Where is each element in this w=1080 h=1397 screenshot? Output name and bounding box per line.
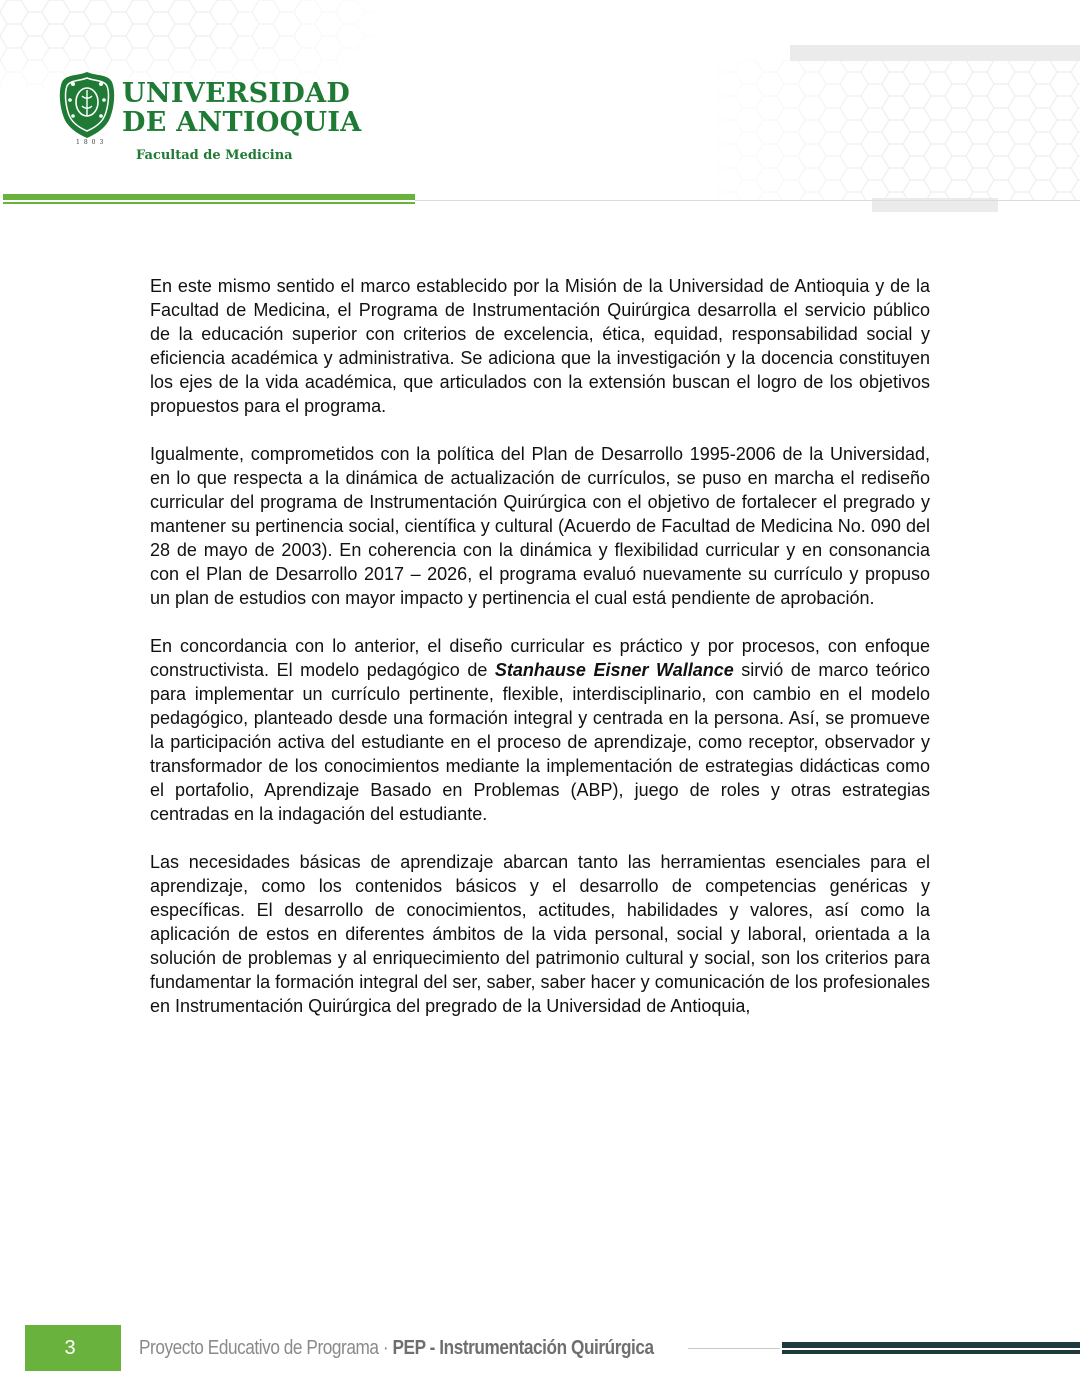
page-number-box (25, 1325, 121, 1371)
university-seal-icon (58, 70, 116, 140)
footer-dark-lines (782, 1342, 1080, 1356)
footer-title (139, 1337, 654, 1360)
paragraph-3-part-1: En concordancia con lo anterior, el diseño curricular es práctico y por procesos, con enfoque constructivista. El modelo pedagógico de (150, 636, 930, 680)
paragraph-1: En este mismo sentido el marco establecido por la Misión de la Universidad de Antioquia y de la Facultad de Medicina, el Programa de Instrumentación Quirúrgica desarrolla el servicio público de la educación superior con criterios de excelencia, ética, equidad, responsabilidad social y eficiencia académica y administrativa. Se adiciona que la investigación y la docencia constituyen los ejes de la vida académica, que articulados con la extensión buscan el logro de los objetivos propuestos para el programa. (150, 276, 930, 416)
document-body (150, 274, 930, 1042)
seal-year: 1803 (76, 139, 108, 146)
paragraph-2: Igualmente, comprometidos con la política del Plan de Desarrollo 1995-2006 de la Universidad, en lo que respecta a la dinámica de actualización de currículos, se puso en marcha el rediseño curricular del programa de Instrumentación Quirúrgica con el objetivo de fortalecer el pregrado y mantener su pertinencia social, científica y cultural (Acuerdo de Facultad de Medicina No. 090 del 28 de mayo de 2003). En coherencia con la dinámica y flexibilidad curricular y en consonancia con el Plan de Desarrollo 2017 – 2026, el programa evaluó nuevamente su currículo y propuso un plan de estudios con mayor impacto y pertinencia el cual está pendiente de aprobación. (150, 444, 930, 608)
header-gray-band (790, 45, 1080, 61)
institution-name-line1: UNIVERSIDAD (122, 78, 351, 109)
paragraph-3-part-2: sirvió de marco teórico para implementar un currículo pertinente, flexible, interdisciplinario, con cambio en el modelo pedagógico, planteado desde una formación integral y centrada en la persona. Así, se promueve la participación activa del estudiante en el proceso de aprendizaje, como receptor, observador y transformador de los conocimientos mediante la implementación de estrategias didácticas como el portafolio, Aprendizaje Basado en Problemas (ABP), juego de roles y otras estrategias centradas en la indagación del estudiante. (150, 660, 930, 824)
institution-name-line2: DE ANTIOQUIA (122, 107, 362, 138)
paragraph-4: Las necesidades básicas de aprendizaje abarcan tanto las herramientas esenciales para el aprendizaje, como los contenidos básicos y el desarrollo de competencias genéricas y específicas. El desarrollo de conocimientos, actitudes, habilidades y valores, así como la aplicación de estos en diferentes ámbitos de la vida personal, social y laboral, orientada a la solución de problemas y al enriquecimiento del patrimonio cultural y social, son los criterios para fundamentar la formación integral del ser, saber, saber hacer y comunicación de los profesionales en Instrumentación Quirúrgica del pregrado de la Universidad de Antioquia, (150, 852, 930, 1016)
faculty-name: Facultad de Medicina (136, 148, 293, 163)
university-logo (58, 70, 388, 170)
header-gray-rule (415, 200, 1080, 201)
footer-gray-line (688, 1348, 780, 1349)
footer-title-prefix: Proyecto Educativo de Programa · (139, 1337, 393, 1359)
model-name-emphasis: Stanhause Eisner Wallance (494, 660, 734, 680)
header-green-rule-thin (3, 202, 415, 204)
footer-title-bold: PEP - Instrumentación Quirúrgica (392, 1337, 654, 1359)
page-number: 3 (64, 1337, 76, 1359)
header-green-rule (3, 194, 415, 200)
paragraph-3 (150, 634, 930, 826)
